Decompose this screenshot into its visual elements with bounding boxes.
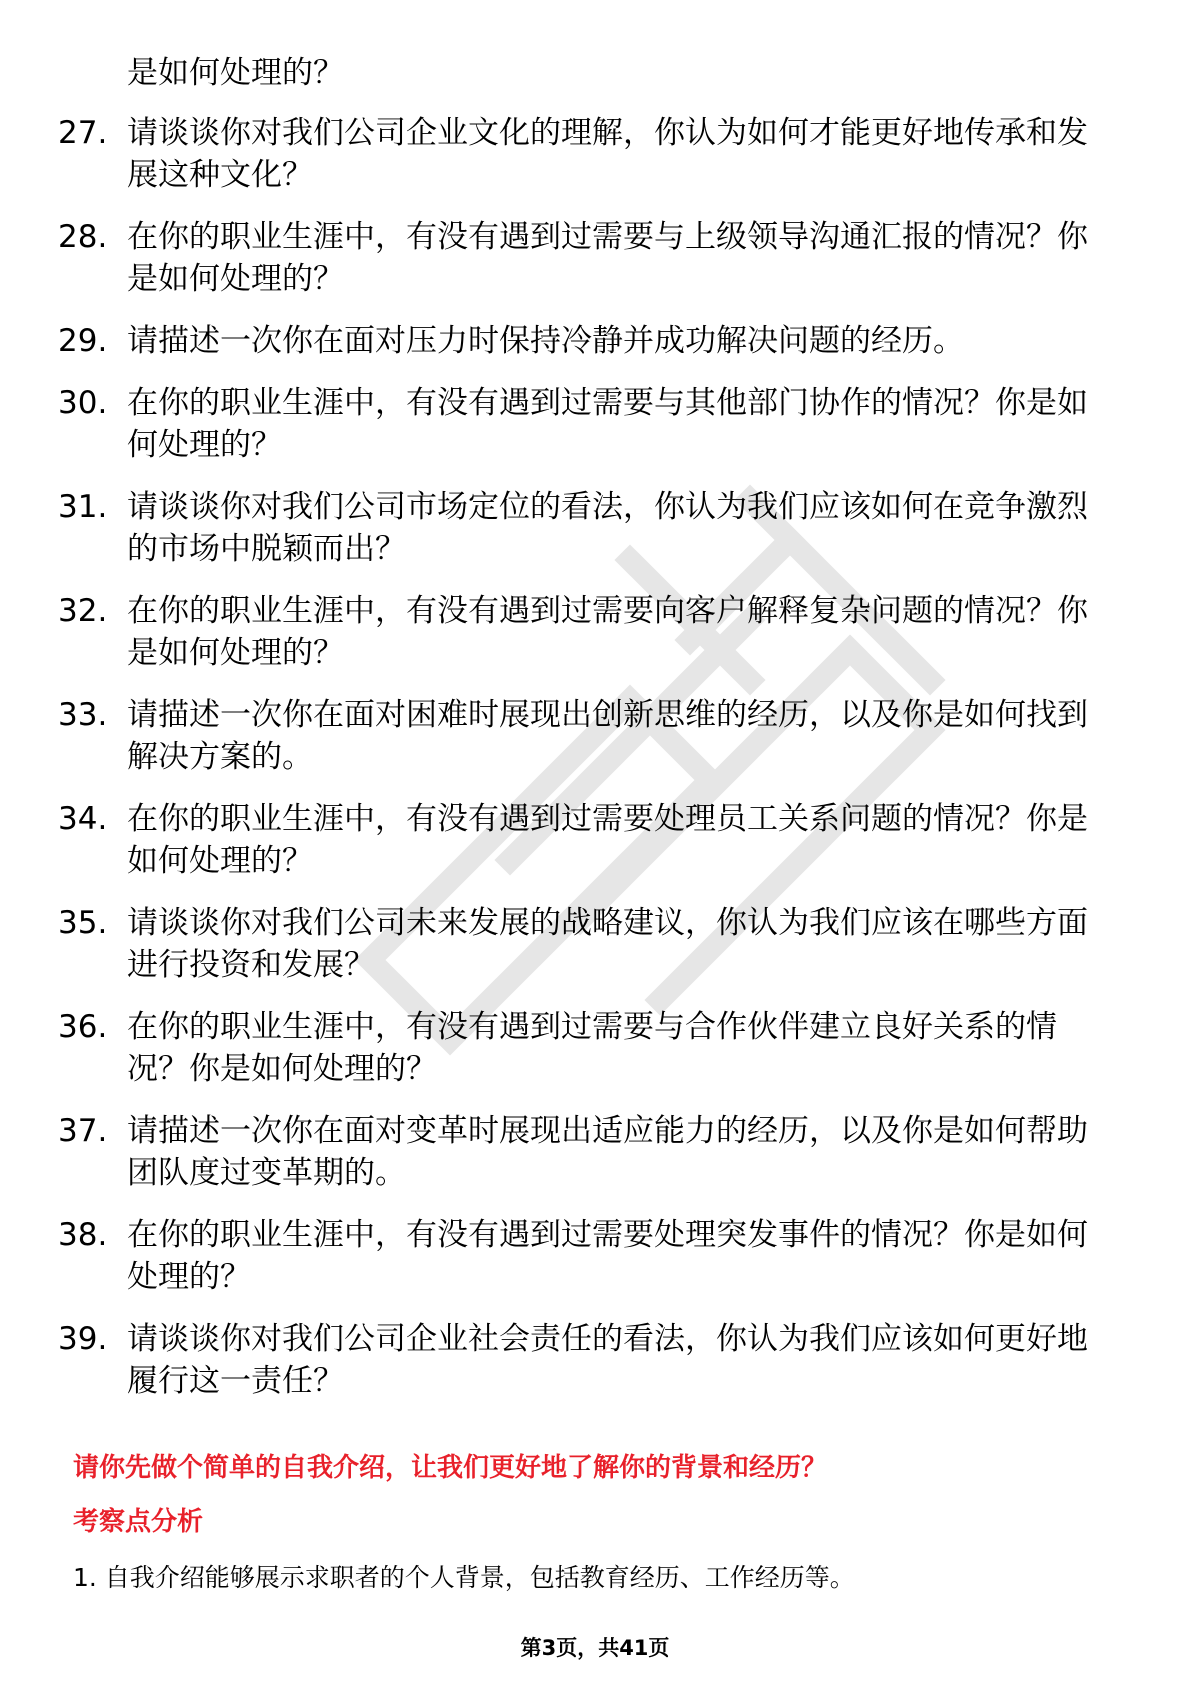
section-question-heading: 请你先做个简单的自我介绍，让我们更好地了解你的背景和经历？ (73, 1453, 828, 1483)
list-item (0, 1318, 1190, 1402)
question-number: 27. (58, 115, 108, 151)
question-text: 在你的职业生涯中，有没有遇到过需要处理突发事件的情况？你是如何处理的？ (127, 1217, 1088, 1295)
list-item (0, 382, 1190, 466)
question-number: 32. (58, 593, 108, 629)
question-text: 在你的职业生涯中，有没有遇到过需要处理员工关系问题的情况？你是如何处理的？ (127, 801, 1088, 879)
list-item (0, 1006, 1190, 1090)
list-item (0, 694, 1190, 778)
analysis-title: 考察点分析 (73, 1507, 204, 1537)
question-text: 在你的职业生涯中，有没有遇到过需要与上级领导沟通汇报的情况？你是如何处理的？ (127, 219, 1088, 297)
list-item (0, 486, 1190, 570)
question-number: 38. (58, 1217, 108, 1253)
question-number: 35. (58, 905, 108, 941)
list-item (0, 320, 1190, 362)
question-number: 39. (58, 1321, 108, 1357)
question-number: 28. (58, 219, 108, 255)
question-number: 33. (58, 697, 108, 733)
list-item (0, 112, 1190, 196)
question-number: 34. (58, 801, 108, 837)
list-item (0, 1214, 1190, 1298)
question-text: 请谈谈你对我们公司企业社会责任的看法，你认为我们应该如何更好地履行这一责任？ (127, 1321, 1088, 1399)
question-text: 在你的职业生涯中，有没有遇到过需要与其他部门协作的情况？你是如何处理的？ (127, 385, 1088, 463)
question-number: 37. (58, 1113, 108, 1149)
question-text: 请描述一次你在面对压力时保持冷静并成功解决问题的经历。 (127, 323, 964, 359)
question-number: 36. (58, 1009, 108, 1045)
analysis-item: 1. 自我介绍能够展示求职者的个人背景，包括教育经历、工作经历等。 (73, 1563, 855, 1592)
question-continuation: 是如何处理的？ (127, 55, 344, 91)
question-text: 请谈谈你对我们公司未来发展的战略建议，你认为我们应该在哪些方面进行投资和发展？ (127, 905, 1088, 983)
page-number: 第3页，共41页 (520, 1636, 670, 1660)
question-number: 30. (58, 385, 108, 421)
question-text: 在你的职业生涯中，有没有遇到过需要与合作伙伴建立良好关系的情况？你是如何处理的？ (127, 1009, 1057, 1087)
question-text: 请描述一次你在面对困难时展现出创新思维的经历，以及你是如何找到解决方案的。 (127, 697, 1088, 775)
question-text: 请谈谈你对我们公司企业文化的理解，你认为如何才能更好地传承和发展这种文化？ (127, 115, 1088, 193)
list-item (0, 1110, 1190, 1194)
question-text: 请谈谈你对我们公司市场定位的看法，你认为我们应该如何在竞争激烈的市场中脱颖而出？ (127, 489, 1088, 567)
question-number: 29. (58, 323, 108, 359)
list-item (0, 590, 1190, 674)
list-item (0, 216, 1190, 300)
question-text: 在你的职业生涯中，有没有遇到过需要向客户解释复杂问题的情况？你是如何处理的？ (127, 593, 1088, 671)
list-item (0, 902, 1190, 986)
question-list (0, 112, 1190, 1422)
question-number: 31. (58, 489, 108, 525)
list-item (0, 798, 1190, 882)
question-text: 请描述一次你在面对变革时展现出适应能力的经历，以及你是如何帮助团队度过变革期的。 (127, 1113, 1088, 1191)
